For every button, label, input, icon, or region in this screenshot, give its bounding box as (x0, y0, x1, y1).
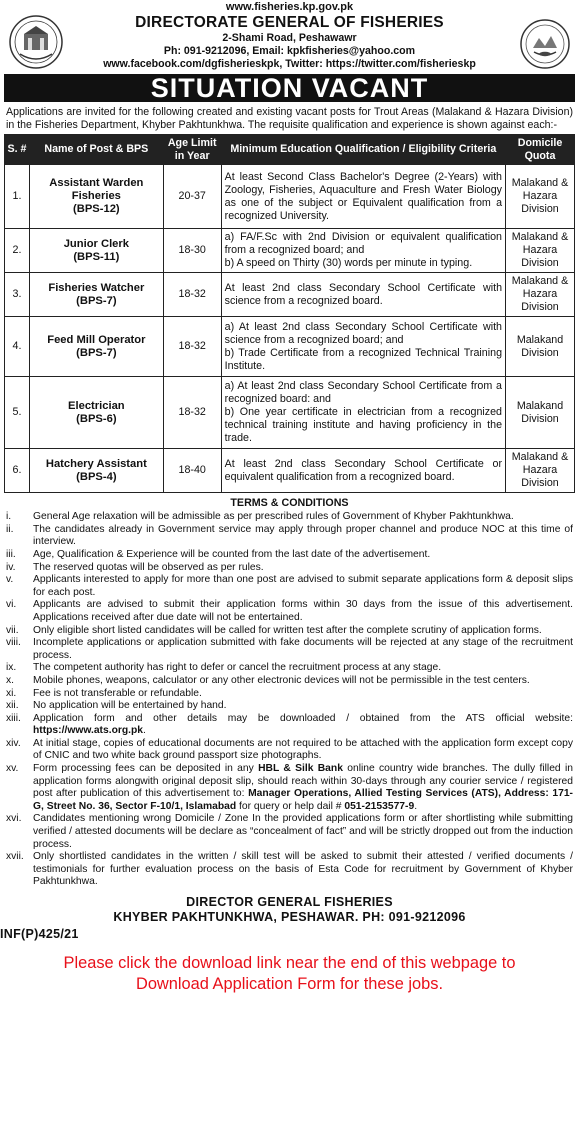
term-number: xi. (6, 687, 17, 699)
term-item (6, 637, 573, 662)
row-sn: 1. (5, 165, 30, 229)
term-item (6, 574, 573, 599)
term-item (6, 851, 573, 889)
term-number: xii. (6, 700, 19, 712)
row-age-limit: 18-32 (163, 317, 221, 377)
header (0, 0, 579, 74)
row-age-limit: 20-37 (163, 165, 221, 229)
post-bps: (BPS-6) (76, 412, 117, 425)
row-age-limit: 18-32 (163, 377, 221, 449)
term-text: General Age relaxation will be admissible as per prescribed rules of Government of Khyber Pakhtunkhwa. (33, 511, 514, 523)
row-post (29, 229, 163, 273)
row-criteria (221, 377, 505, 449)
term-number: v. (6, 574, 14, 586)
post-name: Hatchery Assistant (45, 457, 147, 470)
row-domicile: Malakand & Hazara Division (506, 273, 575, 317)
table-row (5, 273, 575, 317)
contact-info: Ph: 091-9212096, Email: kpkfisheries@yahoo.com (163, 45, 416, 57)
term-text: for query or help dail # (236, 800, 345, 812)
row-criteria (221, 273, 505, 317)
term-text: Form processing fees can be deposited in any (33, 763, 259, 775)
term-number: viii. (6, 637, 21, 649)
criteria-line: a) FA/F.Sc with 2nd Division or equivalent qualification from a recognized board; and (224, 231, 503, 257)
term-item (6, 662, 573, 675)
post-name: Assistant Warden Fisheries (49, 177, 144, 203)
table-row (5, 377, 575, 449)
table-header-row (5, 135, 575, 165)
term-number: vi. (6, 599, 17, 611)
post-name: Electrician (68, 399, 125, 412)
term-item (6, 511, 573, 524)
header-domicile: Domicile Quota (506, 135, 575, 165)
term-text: . (414, 800, 418, 812)
kp-government-emblem-icon (6, 14, 66, 70)
post-bps: (BPS-7) (76, 294, 117, 307)
post-name: Junior Clerk (63, 237, 129, 250)
term-item (6, 688, 573, 701)
term-item (6, 713, 573, 738)
term-text: Applicants interested to apply for more than one post are advised to submit separate applications form & deposit slips for each post. (33, 574, 573, 598)
term-item (6, 625, 573, 638)
term-number: vii. (6, 624, 19, 636)
post-bps: (BPS-12) (73, 203, 120, 216)
term-item (6, 675, 573, 688)
term-item (6, 813, 573, 851)
criteria-line: a) At least 2nd class Secondary School Certificate from a recognized board: and (224, 380, 503, 406)
row-criteria (221, 449, 505, 493)
row-domicile: Malakand & Hazara Division (506, 229, 575, 273)
term-text: online country wide branches. The dully filled in application forms alongwith original deposit slip, should reach within 30-days through any courier service / registered post after publication of this advertisement to: (33, 763, 573, 800)
term-number: xvii. (6, 851, 24, 863)
term-number: xvi. (6, 813, 22, 825)
row-sn: 4. (5, 317, 30, 377)
criteria-line: b) Trade Certificate from a recognized Technical Training Institute. (224, 346, 503, 372)
signature-block (0, 895, 579, 943)
term-number: xiv. (6, 737, 21, 749)
intro-paragraph: Applications are invited for the following created and existing vacant posts for Trout Areas (Malakand & Hazara Division) in the Fisheries Department, Khyber Pakhtunkhwa. The requisite qualification and experience is shown against each:- (6, 106, 573, 131)
download-notice-line2: Download Application Form for these jobs. (135, 975, 444, 993)
directorate-title: DIRECTORATE GENERAL OF FISHERIES (135, 14, 444, 31)
post-name: Fisheries Watcher (48, 281, 145, 294)
term-item (6, 700, 573, 713)
row-domicile: Malakand & Hazara Division (506, 165, 575, 229)
terms-list (6, 511, 573, 889)
situation-vacant-banner: SITUATION VACANT (4, 74, 575, 102)
criteria-line: At least 2nd class Secondary School Certificate with science from a recognized board. (224, 281, 503, 307)
address: 2-Shami Road, Peshawawr (222, 32, 357, 44)
download-notice (0, 953, 579, 995)
term-emphasis: 051-2153577-9 (344, 800, 415, 812)
vacancy-table (4, 134, 575, 493)
fisheries-department-seal-icon (519, 18, 571, 70)
term-text: No application will be entertained by hand. (33, 700, 227, 712)
download-notice-line1: Please click the download link near the end of this webpage to (63, 954, 516, 972)
post-bps: (BPS-4) (76, 470, 117, 483)
criteria-line: a) At least 2nd class Secondary School Certificate with science from a recognized board; and (224, 320, 503, 346)
term-number: i. (6, 511, 12, 523)
term-text: Candidates mentioning wrong Domicile / Zone In the provided applications form or after shortlisting while submitting verified / attested documents will be declare as “concealment of fact” and will be strictly dropped out from the induction process. (33, 813, 573, 850)
term-emphasis: HBL & Silk Bank (258, 763, 343, 775)
term-item (6, 599, 573, 624)
term-text: Incomplete applications or application submitted with fake documents will be rejected at any stage of the recruitment process. (33, 637, 573, 661)
term-text: Mobile phones, weapons, calculator or any other electronic devices will not be permissible in the test centers. (33, 674, 530, 686)
term-emphasis: Manager Operations, Allied Testing Services (ATS), Address: 171-G, Street No. 36, Sector F-10/1, Islamabad (33, 788, 573, 812)
term-item (6, 763, 573, 813)
post-bps: (BPS-7) (76, 346, 117, 359)
row-post (29, 377, 163, 449)
criteria-line: b) A speed on Thirty (30) words per minute in typing. (224, 257, 473, 270)
terms-heading: TERMS & CONDITIONS (230, 497, 349, 510)
term-text: . (143, 725, 146, 737)
header-criteria: Minimum Education Qualification / Eligibility Criteria (221, 135, 505, 165)
term-text: The reserved quotas will be observed as per rules. (33, 561, 264, 573)
row-post (29, 273, 163, 317)
row-sn: 6. (5, 449, 30, 493)
signatory-address: KHYBER PAKHTUNKHWA, PESHAWAR. PH: 091-9212096 (113, 910, 466, 924)
row-domicile: Malakand Division (506, 377, 575, 449)
table-row (5, 229, 575, 273)
term-text: At initial stage, copies of educational documents are not required to be attached with the application form except copy of CNIC and two white back ground passport size photographs. (33, 737, 573, 762)
row-criteria (221, 165, 505, 229)
row-post (29, 449, 163, 493)
row-sn: 3. (5, 273, 30, 317)
row-age-limit: 18-30 (163, 229, 221, 273)
row-domicile: Malakand & Hazara Division (506, 449, 575, 493)
term-item (6, 738, 573, 763)
term-number: ii. (6, 523, 14, 535)
term-text: Only shortlisted candidates in the written / skill test will be asked to submit their attested / verified documents / testimonials for further evaluation process on the basis of Esta Code for recruitment by Government of Khyber Pakhtunkhwa. (33, 851, 573, 888)
row-age-limit: 18-32 (163, 273, 221, 317)
table-row (5, 449, 575, 493)
reference-number: INF(P)425/21 (0, 927, 79, 941)
term-item (6, 549, 573, 562)
term-text: Age, Qualification & Experience will be counted from the last date of the advertisement. (33, 548, 431, 560)
row-post (29, 317, 163, 377)
website-url: www.fisheries.kp.gov.pk (225, 1, 354, 13)
row-criteria (221, 229, 505, 273)
row-criteria (221, 317, 505, 377)
signatory-title: DIRECTOR GENERAL FISHERIES (186, 895, 393, 909)
term-item (6, 562, 573, 575)
row-domicile: Malakand Division (506, 317, 575, 377)
row-post (29, 165, 163, 229)
term-number: xv. (6, 763, 19, 775)
post-bps: (BPS-11) (73, 250, 120, 263)
term-text: Applicants are advised to submit their application forms within 30 days from the issue of this advertisement. Applications received after due date will not be entertained. (33, 599, 573, 623)
term-text: The candidates already in Government service may apply through proper channel and produce NOC at this time of interview. (33, 523, 573, 548)
term-number: iii. (6, 548, 16, 560)
criteria-line: At least Second Class Bachelor's Degree (2-Years) with Zoology, Fisheries, Aquaculture and Fresh Water Biology as one of the subject or Equivalent qualification from a recognized University. (224, 170, 503, 222)
term-text: Fee is not transferable or refundable. (33, 687, 202, 699)
term-number: iv. (6, 561, 16, 573)
table-row (5, 317, 575, 377)
table-row (5, 165, 575, 229)
term-text: Application form and other details may be downloaded / obtained from the ATS official website: (33, 712, 573, 724)
term-number: ix. (6, 662, 17, 674)
social-links: www.facebook.com/dgfisherieskpk, Twitter: https://twitter.com/fisherieskp (103, 58, 476, 70)
row-age-limit: 18-40 (163, 449, 221, 493)
criteria-line: b) One year certificate in electrician from a recognized technical training institute and having proficiency in the trade. (224, 406, 503, 445)
header-post: Name of Post & BPS (29, 135, 163, 165)
header-sn: S. # (5, 135, 30, 165)
term-number: x. (6, 674, 15, 686)
row-sn: 5. (5, 377, 30, 449)
term-item (6, 524, 573, 549)
term-text: Only eligible short listed candidates will be called for written test after the complete scrutiny of application forms. (33, 624, 542, 636)
header-age: Age Limit in Year (163, 135, 221, 165)
term-text: The competent authority has right to defer or cancel the recruitment process at any stage. (33, 662, 442, 674)
term-emphasis: https://www.ats.org.pk (33, 725, 144, 737)
row-sn: 2. (5, 229, 30, 273)
term-number: xiii. (6, 712, 21, 724)
criteria-line: At least 2nd class Secondary School Certificate or equivalent qualification from a recognized board. (224, 457, 503, 483)
post-name: Feed Mill Operator (47, 333, 146, 346)
